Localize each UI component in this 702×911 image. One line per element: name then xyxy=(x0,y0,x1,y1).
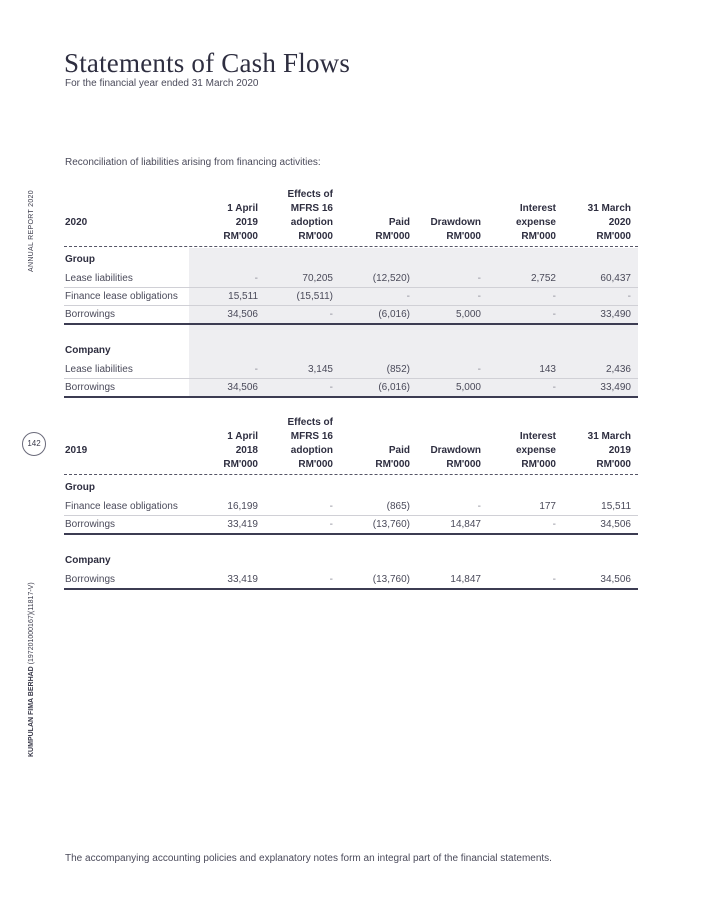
cell-value: - xyxy=(627,291,631,302)
column-header-line: 2018 xyxy=(235,445,258,456)
cell-value: (15,511) xyxy=(296,291,333,302)
column-header-line: RM'000 xyxy=(223,231,258,242)
column-header-line: RM'000 xyxy=(298,231,333,242)
cell-value: - xyxy=(477,273,481,284)
table-row xyxy=(64,380,638,398)
row-label: Finance lease obligations xyxy=(65,501,178,512)
cell-value: 70,205 xyxy=(302,273,333,284)
cell-value: - xyxy=(477,291,481,302)
cell-value: - xyxy=(329,519,333,530)
section-heading: Company xyxy=(65,555,111,566)
cell-value: 3,145 xyxy=(307,364,333,375)
cell-value: (6,016) xyxy=(378,309,410,320)
cell-value: 33,490 xyxy=(600,309,631,320)
table-row xyxy=(64,307,638,325)
column-header-line: RM'000 xyxy=(446,231,481,242)
column-header-line: expense xyxy=(515,217,556,228)
cell-value: 34,506 xyxy=(600,574,631,585)
cell-value: (12,520) xyxy=(372,273,410,284)
cell-value: 177 xyxy=(539,501,556,512)
column-header-line: Interest xyxy=(519,203,556,214)
cell-value: 33,490 xyxy=(600,382,631,393)
table-year: 2019 xyxy=(65,445,88,456)
row-label: Borrowings xyxy=(65,519,116,530)
column-header-line: Effects of xyxy=(287,417,333,428)
cell-value: 15,511 xyxy=(601,501,631,512)
column-header-line: 2020 xyxy=(608,217,631,228)
row-label: Borrowings xyxy=(65,309,116,320)
column-header-line: MFRS 16 xyxy=(290,431,333,442)
column-header-line: Effects of xyxy=(287,189,333,200)
cell-value: 34,506 xyxy=(227,309,258,320)
cell-value: - xyxy=(552,291,556,302)
cell-value: 33,419 xyxy=(227,519,258,530)
cell-value: 33,419 xyxy=(227,574,258,585)
column-header-line: RM'000 xyxy=(596,231,631,242)
column-header-line: RM'000 xyxy=(521,231,556,242)
row-label: Finance lease obligations xyxy=(65,291,178,302)
side-company-name xyxy=(28,582,35,757)
cell-value: - xyxy=(329,309,333,320)
cell-value: - xyxy=(552,574,556,585)
cell-value: 5,000 xyxy=(455,309,481,320)
cell-value: 2,436 xyxy=(605,364,631,375)
column-header xyxy=(541,430,631,472)
cell-value: - xyxy=(477,501,481,512)
cell-value: 5,000 xyxy=(455,382,481,393)
column-header-line: RM'000 xyxy=(375,459,410,470)
cell-value: (852) xyxy=(386,364,410,375)
column-header-line: RM'000 xyxy=(298,459,333,470)
cell-value: - xyxy=(477,364,481,375)
cell-value: (6,016) xyxy=(378,382,410,393)
cell-value: - xyxy=(329,382,333,393)
cell-value: - xyxy=(552,309,556,320)
cell-value: (13,760) xyxy=(372,574,410,585)
cell-value: - xyxy=(552,382,556,393)
column-header-line: 1 April xyxy=(227,203,258,214)
column-header-line: Interest xyxy=(519,431,556,442)
cell-value: 14,847 xyxy=(450,574,481,585)
row-label: Lease liabilities xyxy=(65,364,133,375)
cell-value: 16,199 xyxy=(227,501,258,512)
cell-value: 143 xyxy=(539,364,556,375)
intro-text: Reconciliation of liabilities arising from financing activities: xyxy=(65,157,321,168)
column-header-line: adoption xyxy=(290,217,333,228)
section-heading: Group xyxy=(65,482,95,493)
column-header-line: Paid xyxy=(388,445,410,456)
column-header-line: RM'000 xyxy=(375,231,410,242)
column-header-line: RM'000 xyxy=(223,459,258,470)
column-header-line: 2019 xyxy=(608,445,631,456)
column-header-line: RM'000 xyxy=(446,459,481,470)
column-header-line: MFRS 16 xyxy=(290,203,333,214)
table-row xyxy=(64,362,638,379)
cell-value: 2,752 xyxy=(530,273,556,284)
cell-value: 60,437 xyxy=(600,273,631,284)
cell-value: 34,506 xyxy=(600,519,631,530)
page-number: 142 xyxy=(22,432,46,456)
row-label: Borrowings xyxy=(65,382,116,393)
table-row xyxy=(64,572,638,590)
cell-value: 34,506 xyxy=(227,382,258,393)
table-row xyxy=(64,499,638,516)
row-label: Borrowings xyxy=(65,574,116,585)
company-name: KUMPULAN FIMA BERHAD xyxy=(28,666,35,757)
side-annual-report: ANNUAL REPORT 2020 xyxy=(28,190,35,272)
table-row xyxy=(64,517,638,535)
cell-value: - xyxy=(329,574,333,585)
cell-value: (13,760) xyxy=(372,519,410,530)
cell-value: - xyxy=(254,364,258,375)
table-row xyxy=(64,289,638,306)
cell-value: (865) xyxy=(386,501,410,512)
cell-value: - xyxy=(406,291,410,302)
row-label: Lease liabilities xyxy=(65,273,133,284)
cell-value: - xyxy=(254,273,258,284)
cell-value: - xyxy=(329,501,333,512)
page-subtitle: For the financial year ended 31 March 2020 xyxy=(65,78,259,89)
cell-value: 15,511 xyxy=(228,291,258,302)
column-header xyxy=(541,202,631,244)
section-heading: Company xyxy=(65,345,111,356)
column-header-line: 31 March xyxy=(587,203,631,214)
column-header-line: adoption xyxy=(290,445,333,456)
header-divider xyxy=(64,474,638,475)
table-year: 2020 xyxy=(65,217,88,228)
column-header-line: RM'000 xyxy=(521,459,556,470)
column-header-line: Drawdown xyxy=(430,445,481,456)
table-row xyxy=(64,271,638,288)
column-header-line: Paid xyxy=(388,217,410,228)
column-header-line: RM'000 xyxy=(596,459,631,470)
column-header-line: 31 March xyxy=(587,431,631,442)
cell-value: - xyxy=(552,519,556,530)
company-registration: (197201000167)(11817-V) xyxy=(28,582,35,667)
section-heading: Group xyxy=(65,254,95,265)
column-header-line: 1 April xyxy=(227,431,258,442)
column-header-line: Drawdown xyxy=(430,217,481,228)
column-header-line: 2019 xyxy=(235,217,258,228)
header-divider xyxy=(64,246,638,247)
cell-value: 14,847 xyxy=(450,519,481,530)
column-header-line: expense xyxy=(515,445,556,456)
page-title: Statements of Cash Flows xyxy=(64,48,351,78)
footer-note: The accompanying accounting policies and explanatory notes form an integral part of the financial statements. xyxy=(65,853,552,864)
